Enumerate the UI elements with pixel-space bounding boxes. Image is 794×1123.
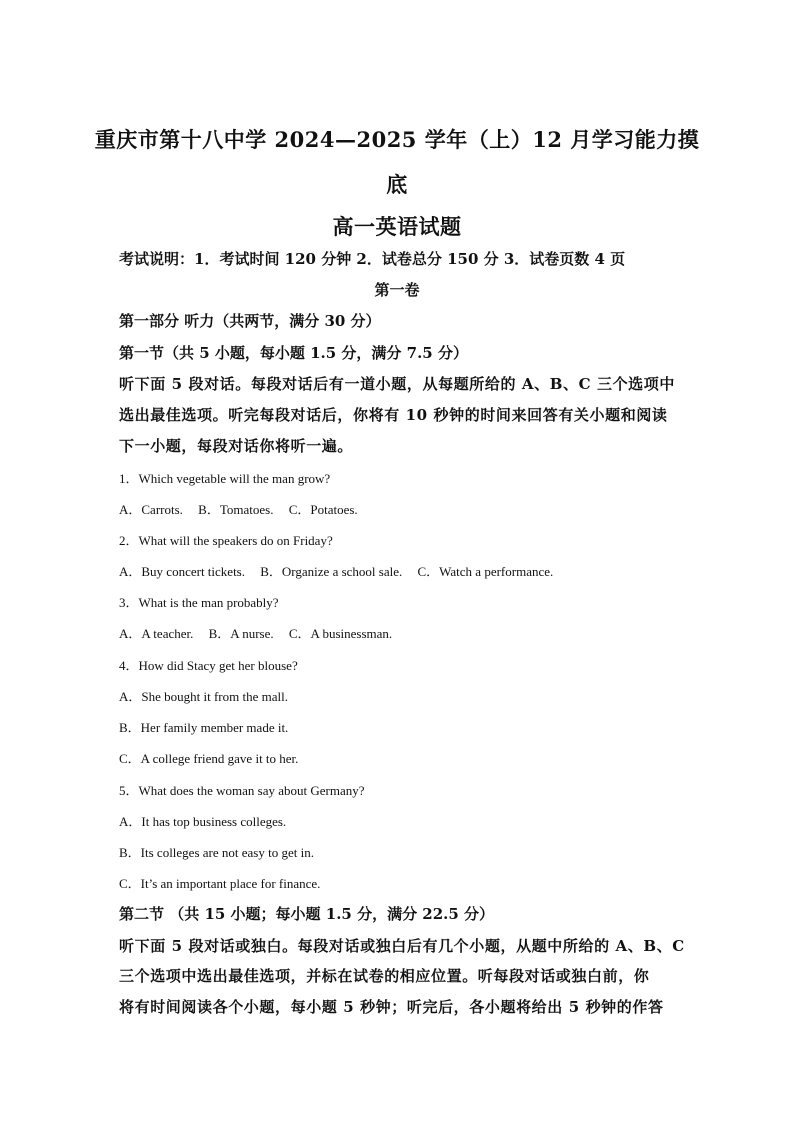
- option-c: C．Potatoes.: [288, 502, 358, 517]
- option-c: C．A businessman.: [288, 626, 393, 641]
- option-b: B．A nurse.: [208, 626, 274, 641]
- section1-heading: 第一节（共 5 小题，每小题 1.5 分，满分 7.5 分）: [119, 344, 468, 362]
- question-stem: 1．Which vegetable will the man grow?: [119, 471, 331, 486]
- option-a: A．Buy concert tickets.: [119, 564, 245, 579]
- exam-title-line-2: 底: [386, 172, 408, 197]
- question-stem: 4．How did Stacy get her blouse?: [119, 658, 298, 673]
- option-b: B．Tomatoes.: [198, 502, 274, 517]
- option-a: A．She bought it from the mall.: [119, 689, 288, 704]
- section2-instruction-line: 三个选项中选出最佳选项，并标在试卷的相应位置。听每段对话或独白前，你: [119, 967, 650, 985]
- question-stem: 3．What is the man probably?: [119, 595, 279, 610]
- exam-title-line-1: 重庆市第十八中学 2024—2025 学年（上）12 月学习能力摸: [94, 127, 700, 152]
- option-a: A．Carrots.: [119, 502, 183, 517]
- part1-heading: 第一部分 听力（共两节，满分 30 分）: [119, 312, 381, 330]
- option-c: C．Watch a performance.: [417, 564, 554, 579]
- option-c: C．A college friend gave it to her.: [119, 751, 299, 766]
- section2-heading: 第二节 （共 15 小题；每小题 1.5 分，满分 22.5 分）: [119, 905, 495, 923]
- volume-heading: 第一卷: [374, 281, 420, 299]
- option-a: A．A teacher.: [119, 626, 194, 641]
- option-b: B．Its colleges are not easy to get in.: [119, 845, 314, 860]
- section1-instruction-line: 选出最佳选项。听完每段对话后，你将有 10 秒钟的时间来回答有关小题和阅读: [119, 406, 668, 424]
- question-stem: 5．What does the woman say about Germany?: [119, 783, 365, 798]
- question-options: [119, 499, 370, 518]
- section2-instruction-line: 听下面 5 段对话或独白。每段对话或独白后有几个小题，从题中所给的 A、B、C: [119, 937, 685, 955]
- question-options: [119, 561, 565, 580]
- option-b: B．Organize a school sale.: [260, 564, 403, 579]
- question-options: [119, 623, 404, 642]
- exam-subtitle: 高一英语试题: [332, 214, 462, 239]
- option-b: B．Her family member made it.: [119, 720, 289, 735]
- section2-instruction-line: 将有时间阅读各个小题，每小题 5 秒钟；听完后，各小题将给出 5 秒钟的作答: [119, 998, 664, 1016]
- option-c: C．It’s an important place for finance.: [119, 876, 321, 891]
- question-stem: 2．What will the speakers do on Friday?: [119, 533, 333, 548]
- exam-note: 考试说明：1．考试时间 120 分钟 2．试卷总分 150 分 3．试卷页数 4 页: [119, 250, 626, 268]
- section1-instruction-line: 下一小题，每段对话你将听一遍。: [119, 437, 354, 455]
- option-a: A．It has top business colleges.: [119, 814, 287, 829]
- section1-instruction-line: 听下面 5 段对话。每段对话后有一道小题，从每题所给的 A、B、C 三个选项中: [119, 375, 675, 393]
